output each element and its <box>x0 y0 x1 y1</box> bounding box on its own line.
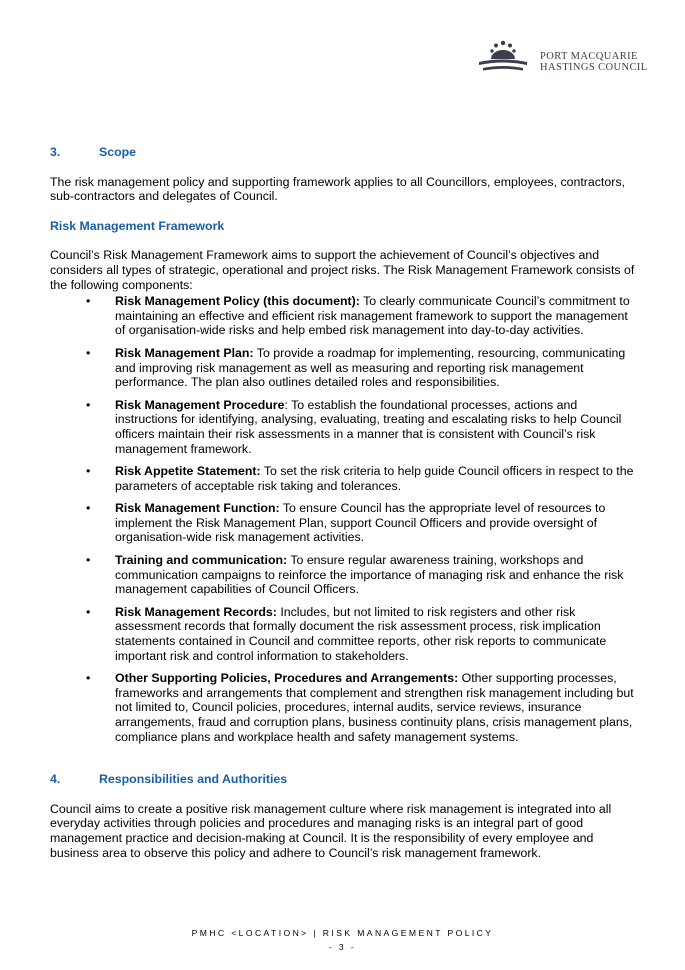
section-4-title: Responsibilities and Authorities <box>99 772 288 787</box>
list-item <box>50 346 640 390</box>
list-item <box>50 671 640 744</box>
item-term: Risk Management Plan: <box>115 345 254 360</box>
item-text: Includes, but not limited to risk registers and other risk assessment records that formally document the risk assessment process, risk implication statements contained in Council and committee reports, other risk reports to communicate important risk and control information to stakeholders. <box>115 604 607 663</box>
page-footer <box>0 926 685 954</box>
framework-heading: Risk Management Framework <box>50 218 225 233</box>
list-item <box>50 605 640 663</box>
section-3-number: 3. <box>50 145 61 159</box>
section-4-number: 4. <box>50 772 61 787</box>
council-name <box>540 51 648 73</box>
list-item <box>50 398 640 456</box>
council-name-line2: HASTINGS COUNCIL <box>540 62 648 73</box>
list-item <box>50 553 640 597</box>
item-term: Risk Appetite Statement: <box>115 464 261 479</box>
item-term: Risk Management Procedure <box>115 397 285 412</box>
framework-components-list <box>50 294 640 744</box>
item-term: Risk Management Policy (this document): <box>115 294 360 309</box>
bullet-icon: • <box>86 464 91 479</box>
item-text: To ensure Council has the appropriate level of resources to implement the Risk Management Plan, support Council Officers and provide oversight of organisation-wide risk management activities. <box>115 501 606 545</box>
list-item <box>50 464 640 493</box>
item-term: Training and communication: <box>115 553 288 568</box>
bullet-icon: • <box>86 501 91 516</box>
item-text: To clearly communicate Council’s commitment to maintaining an effective and efficient risk management framework to support the management of organisation-wide risks and help embed risk management into day-to-day activities. <box>115 294 630 338</box>
council-name-line1: PORT MACQUARIE <box>540 51 638 62</box>
item-term: Risk Management Records: <box>115 604 277 619</box>
item-term: Risk Management Function: <box>115 501 280 516</box>
list-item <box>50 294 640 338</box>
footer-title: PMHC <LOCATION> | RISK MANAGEMENT POLICY <box>191 928 494 938</box>
document-body <box>50 145 640 860</box>
scope-paragraph: The risk management policy and supporting framework applies to all Councillors, employees, contractors, sub-contractors and delegates of Council. <box>50 174 625 204</box>
item-term: Other Supporting Policies, Procedures and Arrangements: <box>115 671 459 686</box>
council-logo <box>477 40 647 80</box>
item-text: To ensure regular awareness training, workshops and communication campaigns to reinforce the importance of managing risk and enhance the risk management capabilities of Council Officers. <box>115 553 624 597</box>
list-item <box>50 501 640 545</box>
bullet-icon: • <box>86 294 91 309</box>
bullet-icon: • <box>86 397 91 412</box>
bullet-icon: • <box>86 553 91 568</box>
framework-intro: Council’s Risk Management Framework aims to support the achievement of Council’s objectives and considers all types of strategic, operational and project risks. The Risk Management Framework consists of the following components: <box>50 248 635 292</box>
item-text: : To establish the foundational processes, actions and instructions for identifying, analysing, evaluating, treating and escalating risks to help Council officers maintain their risk assessments in a manner that is consistent with Council’s risk management framework. <box>115 397 622 456</box>
bullet-icon: • <box>86 345 91 360</box>
page-number: - 3 - <box>328 942 357 952</box>
bullet-icon: • <box>86 671 91 686</box>
section-3-title: Scope <box>99 145 137 159</box>
responsibilities-paragraph: Council aims to create a positive risk management culture where risk management is integrated into all everyday activities through policies and procedures and managing risks is an integral part of good management practice and decision-making at Council. It is the responsibility of every employee and business area to observe this policy and adhere to Council’s risk management framework. <box>50 801 612 860</box>
item-text: Other supporting processes, frameworks and arrangements that complement and strengthen risk management including but not limited to, Council policies, procedures, internal audits, service reviews, insurance arrangements, fraud and corruption plans, business continuity plans, crisis management plans, compliance plans and workplace health and safety management systems. <box>115 671 634 744</box>
item-text: To provide a roadmap for implementing, resourcing, communicating and improving risk management as well as measuring and reporting risk management performance. The plan also outlines detailed roles and responsibilities. <box>115 345 626 390</box>
council-logo-icon <box>477 40 535 74</box>
item-text: To set the risk criteria to help guide Council officers in respect to the parameters of acceptable risk taking and tolerances. <box>115 464 634 493</box>
section-4-heading <box>50 772 640 787</box>
bullet-icon: • <box>86 604 91 619</box>
section-3-heading <box>50 145 640 160</box>
